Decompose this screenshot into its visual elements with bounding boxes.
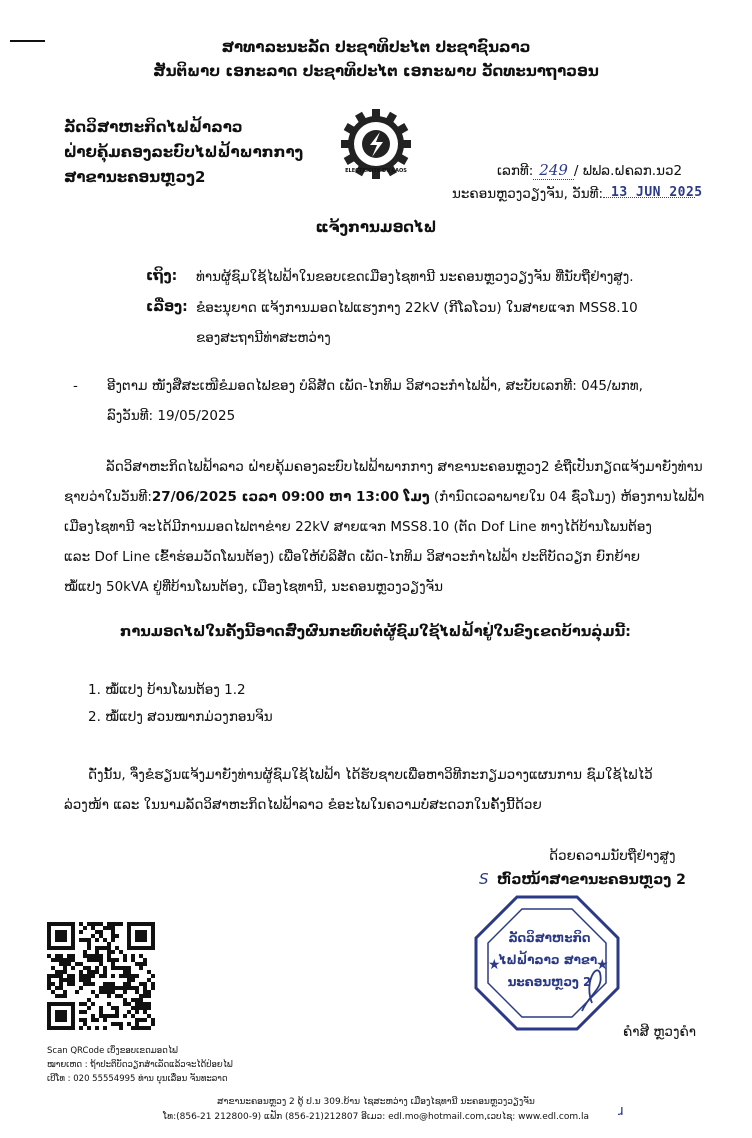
- qr-caption-3: ເບີໂທ : 020 55554995 ທ່ານ ບຸນເລື່ອນ ຈັນທະລາດ: [47, 1074, 228, 1084]
- to-text: ທ່ານຜູ້ຊົມໃຊ້ໄຟຟ້າໃນຂອບເຂດເມືອງໄຊທານີ ນະຄອນຫຼວງວຽງຈັນ ທີ່ນັບຖືຢ່າງສູງ.: [196, 269, 634, 285]
- notice-title: ແຈ້ງການມອດໄຟ: [315, 218, 437, 236]
- body-line-2: [64, 486, 704, 509]
- closing-line-1: ດັ່ງນັ້ນ, ຈຶ່ງຂໍຮຽນແຈ້ງມາຍັງທ່ານຜູ້ຊົມໃຊ້ໄຟຟ້າ ໄດ້ຮັບຊາບເພື່ອຫາວິທີກະກຽມວາງແຜນການ ຊົມໃຊ້ໄຟໄວ້: [88, 767, 653, 783]
- seal-line-2: ໄຟຟ້າລາວ ສາຂາ: [498, 953, 598, 967]
- seal-line-1: ລັດວິສາຫະກິດ: [508, 931, 591, 945]
- body-line-1: ລັດວິສາຫະກິດໄຟຟ້າລາວ ຝ່າຍຄຸ້ມຄອງລະບົບໄຟຟ້າພາກກາງ ສາຂານະຄອນຫຼວງ2 ຂໍຖືເປັນກຽດແຈ້ງມາຍັງທ່ານ: [106, 459, 703, 475]
- reference-number-line: [497, 161, 682, 179]
- subject-label: ເລື່ອງ:: [146, 299, 188, 315]
- signer-name: ຄຳສີ ຫຼວງຄຳ: [623, 1024, 697, 1040]
- reference-item-line-1: ອີງຕາມ ໜັງສືສະເໜີຂໍມອດໄຟຂອງ ບໍລິສັດ ເພັດ-ໄກທິມ ວິສາວະກຳໄຟຟ້າ, ສະບັບເລກທີ: 045/ພກທ,: [107, 378, 643, 394]
- body-line-5: ໝໍ້ແປງ 50kVA ຢູ່ທີ່ບ້ານໂພນຕ້ອງ, ເມືອງໄຊທານີ, ນະຄອນຫຼວງວຽງຈັນ: [64, 579, 443, 595]
- date-stamp: 13 JUN 2025: [611, 185, 703, 200]
- outage-time: ເວລາ 09:00 ຫາ 13:00 ໂມງ: [236, 489, 430, 505]
- svg-text:★: ★: [488, 957, 501, 973]
- place-date-line: [452, 185, 703, 202]
- body-duration: (ກຳນົດເວລາພາຍໃນ 04 ຊົ່ວໂມງ) ຫ້ອງການໄຟຟ້າ: [429, 489, 705, 505]
- place-date-prefix: ນະຄອນຫຼວງວຽງຈັນ, ວັນທີ:: [452, 186, 604, 202]
- signer-position: ຫົວໜ້າສາຂານະຄອນຫຼວງ 2: [497, 872, 686, 888]
- org-line-1: ລັດວິສາຫະກິດໄຟຟ້າລາວ: [64, 118, 243, 136]
- org-line-3: ສາຂານະຄອນຫຼວງ2: [64, 168, 206, 186]
- logo-text: ELECTRICITE DU LAOS: [345, 168, 407, 174]
- ref-number: 249: [539, 161, 568, 179]
- body-line-4: ແລະ Dof Line ເຂົ້າຮ່ອມວັດໂພນຕ້ອງ) ເພື່ອໃຫ້ບໍລິສັດ ເພັດ-ໄກທິມ ວິສາວະກຳໄຟຟ້າ ປະຕິບັດວຽກ ຍົກຍ້າຍ: [64, 549, 641, 565]
- qr-code-icon: [47, 921, 155, 1031]
- footer-initial-icon: ɹ: [618, 1103, 624, 1119]
- affected-heading: ການມອດໄຟໃນຄັ້ງນີ້ອາດສົ່ງຜົນກະທົບຕໍ່ຜູ້ຊົມໃຊ້ໄຟຟ້າຢູ່ໃນຂົງເຂດບ້ານລຸ່ມນີ້:: [120, 624, 631, 640]
- reference-bullet: -: [73, 378, 78, 394]
- regards-text: ດ້ວຍຄວາມນັບຖືຢ່າງສູງ: [549, 848, 676, 864]
- reference-item-line-2: ລົງວັນທີ: 19/05/2025: [107, 408, 236, 424]
- qr-code[interactable]: [47, 921, 155, 1031]
- edl-logo: [340, 108, 412, 180]
- official-seal: [472, 893, 622, 1033]
- body-date-prefix: ຊາບວ່າໃນວັນທີ:: [64, 489, 152, 505]
- footer-contact: ໂທ:(856-21 212800-9) ແຟັກ (856-21)212807 ອີເມວ: edl.mo@hotmail.com,ເວບໄຊ: www.edl.com.la: [163, 1112, 589, 1122]
- org-line-2: ຝ່າຍຄຸ້ມຄອງລະບົບໄຟຟ້າພາກກາງ: [64, 143, 304, 161]
- ref-suffix: / ຟຟລ.ຝຄລກ.ນວ2: [573, 163, 683, 179]
- affected-item-2: 2. ໝໍ້ແປງ ສວນໝາກມ່ວງກອນຈິນ: [88, 709, 273, 725]
- signature-mark-icon: S: [479, 870, 489, 888]
- footer-address: ສາຂານະຄອນຫຼວງ 2 ຕູ້ ປ.ນ 309.ບ້ານ ໄຊສະຫວ່າງ ເມືອງໄຊທານີ ນະຄອນຫຼວງວຽງຈັນ: [217, 1097, 535, 1107]
- seal-line-3: ນະຄອນຫຼວງ 2: [507, 975, 592, 989]
- subject-line-2: ຂອງສະຖານີທ່າສະຫວ່າງ: [196, 330, 331, 346]
- ref-prefix: ເລກທີ:: [497, 163, 534, 179]
- qr-caption-2: ໝາຍເຫດ : ຖ້າປະຕິບັດວຽກສຳເລັດແລ້ວຈະໄດ້ປ່ອຍໄຟ: [47, 1060, 233, 1070]
- qr-caption-1: Scan QRCode ເບິ່ງຂອບເຂດມອດໄຟ: [47, 1046, 178, 1056]
- country-header: ສາທາລະນະລັດ ປະຊາທິປະໄຕ ປະຊາຊົນລາວ: [221, 38, 531, 56]
- outage-date: 27/06/2025: [151, 489, 237, 505]
- svg-text:★: ★: [596, 957, 609, 973]
- body-line-3: ເມືອງໄຊທານີ ຈະໄດ້ມີການມອດໄຟຕາຂ່າຍ 22kV ສາຍແຈກ MSS8.10 (ຕັດ Dof Line ທາງໄດ້ບ້ານໂພນຕ້ອງ: [64, 519, 652, 535]
- motto-header: ສັນຕິພາບ ເອກະລາດ ປະຊາທິປະໄຕ ເອກະພາບ ວັດທະນາຖາວອນ: [153, 62, 599, 80]
- affected-item-1: 1. ໝໍ້ແປງ ບ້ານໂພນຕ້ອງ 1.2: [88, 682, 246, 698]
- to-label: ເຖິງ:: [146, 268, 178, 284]
- closing-line-2: ລ່ວງໜ້າ ແລະ ໃນນາມລັດວິສາຫະກິດໄຟຟ້າລາວ ຂໍອະໄພໃນຄວາມບໍ່ສະດວກໃນຄັ້ງນີ້ດ້ວຍ: [64, 797, 542, 813]
- subject-line-1: ຂໍອະນຸຍາດ ແຈ້ງການມອດໄຟແຮງກາງ 22kV (ກີໂລໂວນ) ໃນສາຍແຈກ MSS8.10: [196, 300, 638, 316]
